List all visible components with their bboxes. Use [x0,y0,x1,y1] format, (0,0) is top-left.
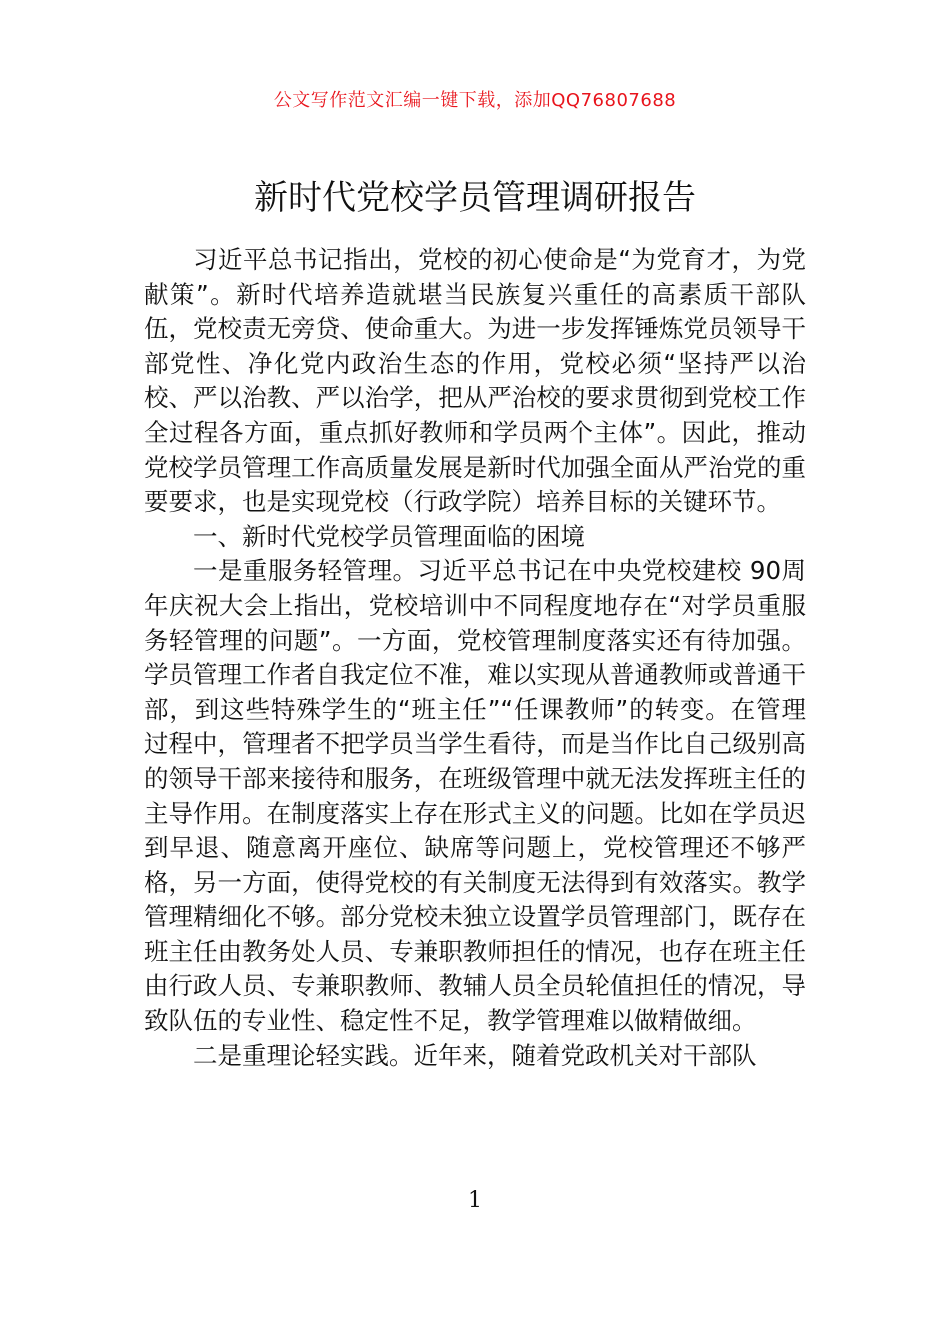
body-paragraph: 二是重理论轻实践。近年来，随着党政机关对干部队 [193,1040,757,1070]
document-body [144,243,806,1073]
intro-paragraph: 习近平总书记指出，党校的初心使命是“为党育才，为党献策”。新时代培养造就堪当民族复兴重任的高素质干部队伍，党校责无旁贷、使命重大。为进一步发挥锤炼党员领导干部党性、净化党内政治生态的作用，党校必须“坚持严以治校、严以治教、严以治学，把从严治校的要求贯彻到党校工作全过程各方面，重点抓好教师和学员两个主体”。因此，推动党校学员管理工作高质量发展是新时代加强全面从严治党的重要要求，也是实现党校（行政学院）培养目标的关键环节。 [144,245,806,517]
page-number: 1 [468,1188,482,1213]
document-title: 新时代党校学员管理调研报告 [254,178,696,218]
promo-banner: 公文写作范文汇编一键下载，添加QQ76807688 [273,90,677,111]
section-heading: 一、新时代党校学员管理面临的困境 [193,521,585,551]
body-paragraph: 一是重服务轻管理。习近平总书记在中央党校建校 90周年庆祝大会上指出，党校培训中不同程度地存在“对学员重服务轻管理的问题”。一方面，党校管理制度落实还有待加强。学员管理工作者自我定位不准，难以实现从普通教师或普通干部，到这些特殊学生的“班主任”“任课教师”的转变。在管理过程中，管理者不把学员当学生看待，而是当作比自己级别高的领导干部来接待和服务，在班级管理中就无法发挥班主任的主导作用。在制度落实上存在形式主义的问题。比如在学员迟到早退、随意离开座位、缺席等问题上，党校管理还不够严格，另一方面，使得党校的有关制度无法得到有效落实。教学管理精细化不够。部分党校未独立设置学员管理部门，既存在班主任由教务处人员、专兼职教师担任的情况，也存在班主任由行政人员、专兼职教师、教辅人员全员轮值担任的情况，导致队伍的专业性、稳定性不足，教学管理难以做精做细。 [144,556,806,1036]
